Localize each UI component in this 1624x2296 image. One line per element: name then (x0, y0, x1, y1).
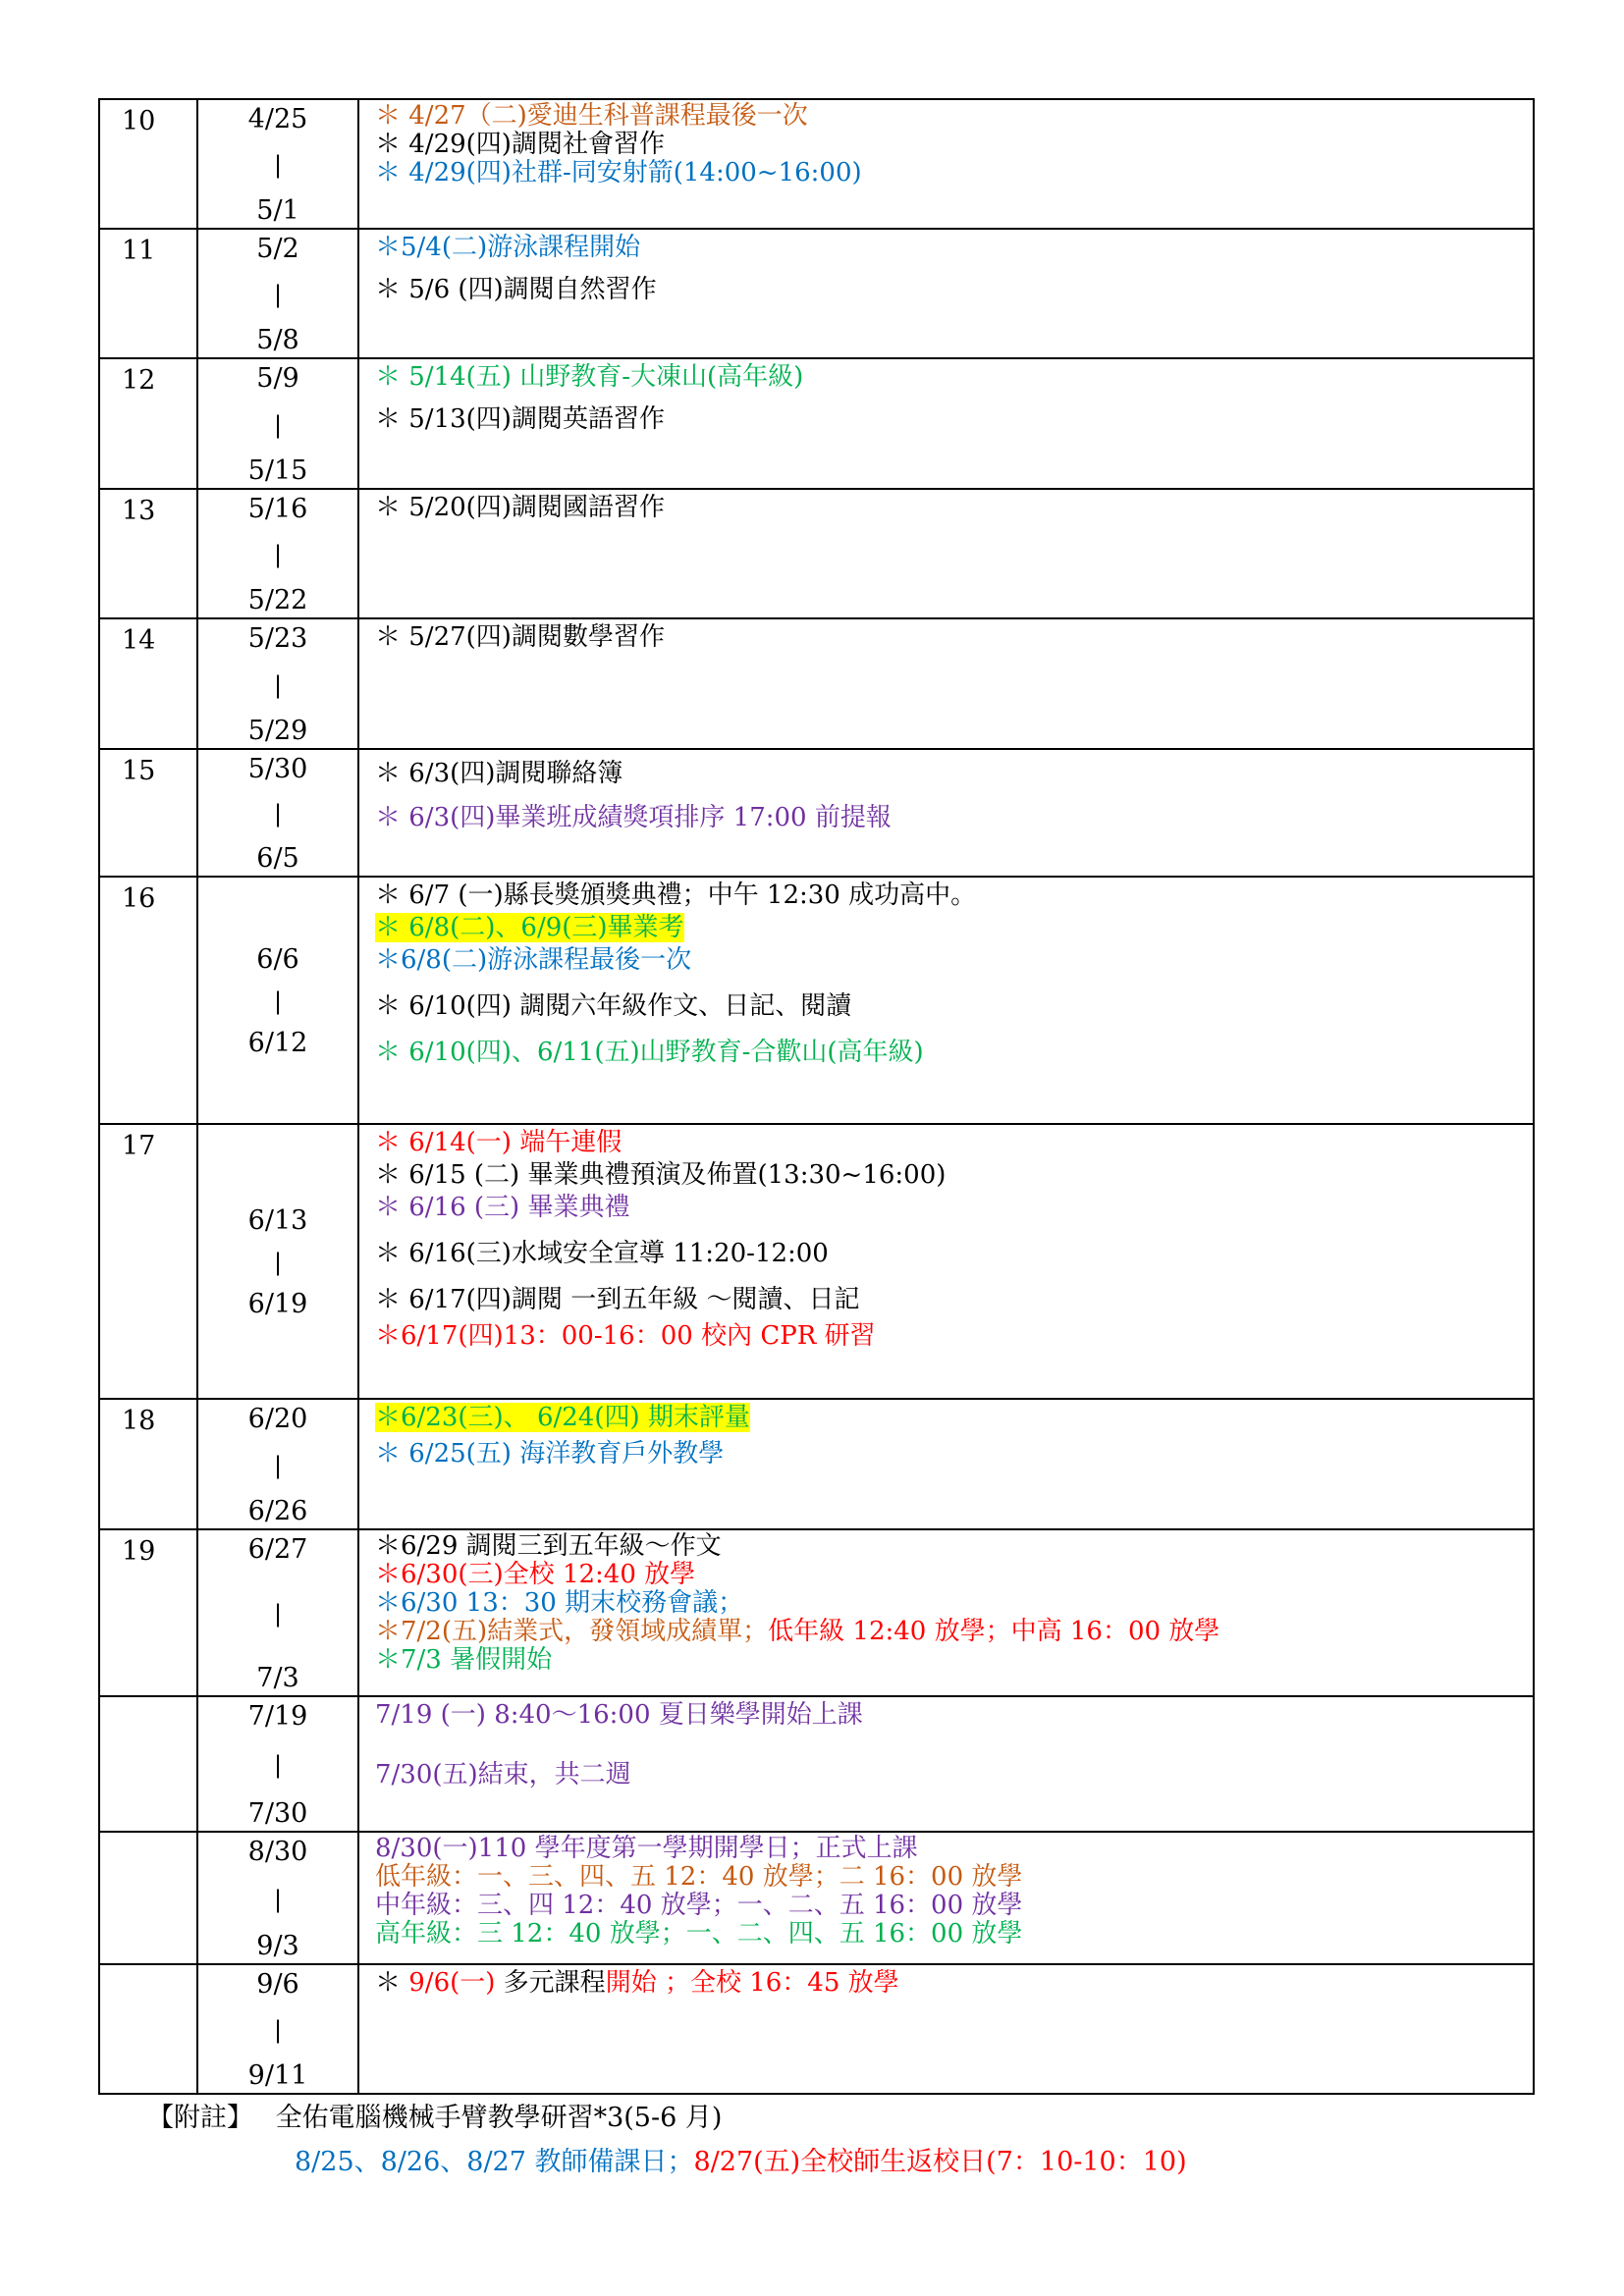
week-number: 11 (99, 229, 197, 358)
event-text-part: 9/6(一) (408, 1968, 504, 1998)
date-from: 8/30 (247, 1837, 308, 1867)
week-number: 13 (99, 489, 197, 618)
event-line (375, 159, 1533, 187)
date-from: 5/30 (247, 754, 308, 784)
events-cell (358, 749, 1534, 877)
events-cell (358, 358, 1534, 489)
date-separator: | (273, 1885, 283, 1913)
event-text: 8/30(一)110 學年度第一學期開學日；正式上課 (375, 1834, 918, 1863)
footer-prep-days: 8/25、8/26、8/27 教師備課日； (295, 2147, 694, 2177)
event-line (375, 990, 1533, 1023)
event-text-highlighted: ＊ 6/8(二)、6/9(三)畢業考 (375, 913, 684, 942)
schedule-row (99, 1124, 1534, 1399)
event-text: 低年級：一、三、四、五 12：40 放學；二 16：00 放學 (375, 1862, 1023, 1892)
date-range (197, 1529, 358, 1696)
date-range (197, 877, 358, 1124)
event-line (375, 1892, 1533, 1920)
event-line (375, 1618, 1533, 1646)
events-cell (358, 1832, 1534, 1964)
schedule-row (99, 1964, 1534, 2094)
event-text: ＊6/30(三)全校 12:40 放學 (375, 1560, 696, 1589)
event-line (375, 1284, 1533, 1316)
date-from: 6/6 (256, 944, 299, 975)
event-line (375, 1646, 1533, 1675)
event-text: ＊ 6/16 (三) 畢業典禮 (375, 1193, 630, 1222)
schedule-body (99, 99, 1534, 2094)
date-range (197, 1832, 358, 1964)
event-line (375, 1320, 1533, 1353)
schedule-row (99, 358, 1534, 489)
footer-return-day: 8/27(五)全校師生返校日(7：10-10：10) (693, 2147, 1187, 2177)
schedule-row (99, 1696, 1534, 1832)
schedule-row (99, 229, 1534, 358)
schedule-row (99, 99, 1534, 229)
schedule-row (99, 1832, 1534, 1964)
footer-note-text: 全佑電腦機械手臂教學研習*3(5-6 月) (275, 2103, 723, 2133)
date-to: 6/5 (256, 843, 299, 874)
events-cell (358, 1124, 1534, 1399)
date-from: 4/25 (247, 104, 308, 134)
event-text: ＊ 6/7 (一)縣長獎頒獎典禮；中午 12:30 成功高中。 (375, 881, 977, 910)
event-text: ＊ 4/29(四)社群-同安射箭(14:00~16:00) (375, 158, 862, 187)
date-to: 6/19 (247, 1289, 308, 1319)
event-text: ＊ 5/13(四)調閱英語習作 (375, 404, 665, 434)
date-separator: | (273, 800, 283, 828)
date-separator: | (273, 541, 283, 568)
events-cell (358, 99, 1534, 229)
event-line (375, 232, 1533, 264)
event-line (375, 1589, 1533, 1618)
event-line (375, 880, 1533, 912)
event-text: ＊ 6/16(三)水域安全宣導 11:20-12:00 (375, 1239, 829, 1268)
week-number: 10 (99, 99, 197, 229)
date-separator: | (273, 670, 283, 699)
event-line (375, 1037, 1533, 1069)
event-line (375, 102, 1533, 131)
date-separator: | (273, 151, 283, 179)
event-line (375, 274, 1533, 306)
schedule-table (98, 98, 1535, 2095)
week-number (99, 1964, 197, 2094)
event-text: ＊ 5/14(五) 山野教育-大凍山(高年級) (375, 362, 804, 392)
event-text-part: 開始 ；全校 16：45 放學 (605, 1968, 899, 1998)
schedule-row (99, 1399, 1534, 1529)
event-text: ＊6/17(四)13：00-16：00 校內 CPR 研習 (375, 1321, 876, 1351)
schedule-row (99, 749, 1534, 877)
event-line (375, 1920, 1533, 1949)
schedule-row (99, 489, 1534, 618)
event-text: ＊7/3 暑假開始 (375, 1645, 553, 1675)
events-cell (358, 1696, 1534, 1832)
footer-dates-line (295, 2140, 1187, 2178)
events-cell (358, 489, 1534, 618)
event-text: ＊ 6/10(四) 調閱六年級作文、日記、閱讀 (375, 991, 852, 1021)
event-line (375, 1967, 1533, 2000)
event-text: 中年級：三、四 12：40 放學；一、二、五 16：00 放學 (375, 1891, 1023, 1920)
event-line (375, 1438, 1533, 1470)
events-cell (358, 877, 1534, 1124)
week-number: 17 (99, 1124, 197, 1399)
event-text: ＊5/4(二)游泳課程開始 (375, 233, 641, 262)
week-number: 16 (99, 877, 197, 1124)
event-line (375, 131, 1533, 159)
schedule-row (99, 877, 1534, 1124)
date-to: 5/15 (247, 455, 308, 486)
event-text-part: 多元課程 (503, 1968, 606, 1998)
events-cell (358, 1964, 1534, 2094)
event-text: ＊ 6/3(四)畢業班成績獎項排序 17:00 前提報 (375, 803, 892, 832)
footer-note-line (147, 2096, 722, 2134)
event-text: ＊ 5/6 (四)調閱自然習作 (375, 275, 657, 304)
week-number: 14 (99, 618, 197, 749)
date-range (197, 99, 358, 229)
event-line (375, 802, 1533, 834)
event-line (375, 1238, 1533, 1270)
week-number: 15 (99, 749, 197, 877)
date-from: 5/9 (256, 363, 299, 394)
event-line (375, 621, 1533, 654)
event-line (375, 944, 1533, 977)
footer-note-label: 【附註】 (147, 2103, 253, 2133)
event-text: ＊6/8(二)游泳課程最後一次 (375, 945, 692, 975)
event-line (375, 1127, 1533, 1159)
event-line (375, 403, 1533, 436)
date-to: 5/1 (256, 195, 299, 226)
date-range (197, 1696, 358, 1832)
events-cell (358, 229, 1534, 358)
date-separator: | (273, 1751, 283, 1779)
event-text-part: 低年級 12:40 放學；中高 16：00 放學 (768, 1617, 1220, 1646)
event-line (375, 1561, 1533, 1589)
events-cell (358, 1399, 1534, 1529)
event-text: ＊ 4/29(四)調閱社會習作 (375, 130, 665, 159)
event-line (375, 758, 1533, 790)
event-line (375, 361, 1533, 394)
date-from: 6/13 (247, 1205, 308, 1236)
event-line (375, 1532, 1533, 1561)
week-number: 12 (99, 358, 197, 489)
event-line (375, 1759, 1533, 1791)
week-number (99, 1696, 197, 1832)
date-to: 5/22 (247, 585, 308, 615)
date-to: 7/3 (256, 1663, 299, 1693)
event-line (375, 1699, 1533, 1732)
event-text: 7/19 (一) 8:40～16:00 夏日樂學開始上課 (375, 1700, 863, 1730)
date-to: 9/3 (256, 1931, 299, 1961)
event-text: ＊ 6/17(四)調閱 一到五年級 ～閱讀、日記 (375, 1285, 860, 1314)
date-separator: | (273, 2016, 283, 2044)
date-range (197, 1124, 358, 1399)
event-line (375, 1402, 1533, 1434)
event-text-highlighted: ＊6/23(三)、 6/24(四) 期末評量 (375, 1403, 750, 1432)
event-text: ＊ 5/20(四)調閱國語習作 (375, 493, 665, 522)
date-range (197, 1964, 358, 2094)
event-text: ＊6/30 13：30 期末校務會議； (375, 1588, 744, 1618)
date-range (197, 618, 358, 749)
events-cell (358, 618, 1534, 749)
date-from: 9/6 (256, 1969, 299, 2000)
date-from: 5/2 (256, 234, 299, 264)
date-to: 6/26 (247, 1496, 308, 1526)
date-from: 5/23 (247, 623, 308, 654)
event-text: ＊ 6/3(四)調閱聯絡簿 (375, 759, 623, 788)
event-line (375, 1835, 1533, 1863)
events-cell (358, 1529, 1534, 1696)
event-text-part: ＊7/2(五)結業式，發領域成績單； (375, 1617, 769, 1646)
date-range (197, 229, 358, 358)
date-from: 5/16 (247, 494, 308, 524)
event-text: ＊6/29 調閱三到五年級～作文 (375, 1531, 722, 1561)
date-range (197, 749, 358, 877)
event-line (375, 492, 1533, 524)
date-range (197, 358, 358, 489)
date-separator: | (273, 988, 283, 1015)
date-range (197, 1399, 358, 1529)
date-to: 9/11 (247, 2060, 308, 2091)
event-text: ＊ 5/27(四)調閱數學習作 (375, 622, 665, 652)
event-text: ＊ 6/10(四)、6/11(五)山野教育-合歡山(高年級) (375, 1038, 924, 1067)
date-separator: | (273, 1249, 283, 1276)
event-text: 7/30(五)結束，共二週 (375, 1760, 631, 1789)
date-to: 6/12 (247, 1028, 308, 1058)
event-line (375, 1159, 1533, 1192)
event-text: ＊ 6/14(一) 端午連假 (375, 1128, 623, 1157)
event-line (375, 1863, 1533, 1892)
date-to: 5/29 (247, 716, 308, 746)
date-from: 6/20 (247, 1404, 308, 1434)
date-to: 7/30 (247, 1798, 308, 1829)
date-separator: | (273, 1600, 283, 1628)
date-separator: | (273, 1451, 283, 1479)
event-text: 高年級：三 12：40 放學；一、二、四、五 16：00 放學 (375, 1919, 1023, 1949)
schedule-row (99, 618, 1534, 749)
date-from: 7/19 (247, 1701, 308, 1732)
date-separator: | (273, 281, 283, 308)
event-line (375, 912, 1533, 944)
date-separator: | (273, 410, 283, 439)
event-text: ＊ 6/15 (二) 畢業典禮預演及佈置(13:30~16:00) (375, 1160, 947, 1190)
week-number (99, 1832, 197, 1964)
date-range (197, 489, 358, 618)
week-number: 18 (99, 1399, 197, 1529)
event-line (375, 1192, 1533, 1224)
date-from: 6/27 (247, 1534, 308, 1565)
event-text-part: ＊ (375, 1968, 409, 1998)
event-text: ＊ 4/27（二)愛迪生科普課程最後一次 (375, 101, 808, 131)
schedule-row (99, 1529, 1534, 1696)
event-text: ＊ 6/25(五) 海洋教育戶外教學 (375, 1439, 725, 1468)
date-to: 5/8 (256, 325, 299, 355)
week-number: 19 (99, 1529, 197, 1696)
